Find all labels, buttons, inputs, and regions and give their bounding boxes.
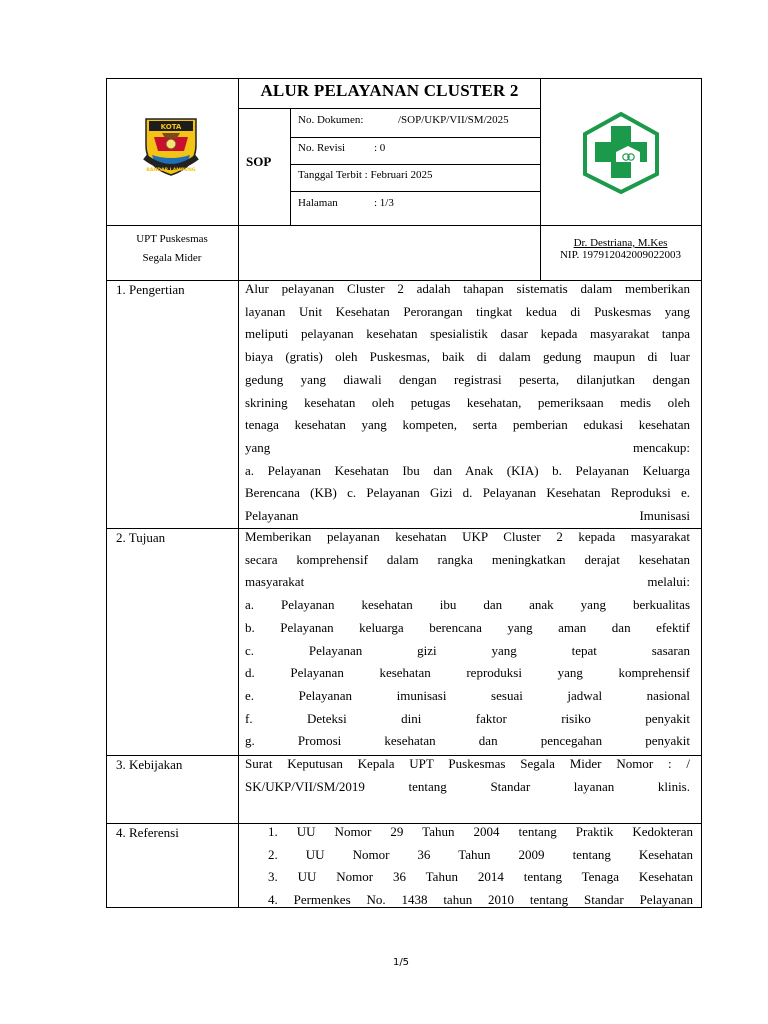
referensi-list bbox=[268, 821, 693, 912]
referensi-item: 3. UU Nomor 36 Tahun 2014 tentang Tenaga Kesehatan bbox=[268, 869, 693, 885]
tujuan-line: Memberikan pelayanan kesehatan UKP Cluster 2 kepada masyarakat bbox=[245, 529, 690, 544]
section-label-kebijakan: 3. Kebijakan bbox=[116, 757, 183, 772]
revision-value: : 0 bbox=[374, 142, 386, 154]
pengertian-line: skrining kesehatan oleh petugas kesehatan, pemeriksaan medis oleh bbox=[245, 394, 690, 410]
tujuan-line: c. Pelayanan gizi yang tepat sasaran bbox=[245, 642, 690, 658]
signer-nip: NIP. 197912042009022003 bbox=[559, 249, 681, 261]
svg-text:BANDAR LAMPUNG: BANDAR LAMPUNG bbox=[146, 168, 196, 173]
referensi-item: 2. UU Nomor 36 Tahun 2009 tentang Kesehatan bbox=[268, 846, 693, 862]
tujuan-line: masyarakat melalui: bbox=[245, 574, 690, 590]
page-number-footer: 1/5 bbox=[392, 957, 410, 968]
tujuan-line: secara komprehensif dalam rangka meningkatkan derajat kesehatan bbox=[245, 551, 690, 567]
pengertian-line: yang mencakup: bbox=[245, 439, 690, 455]
revision-label: No. Revisi bbox=[298, 142, 346, 154]
section-label-pengertian: 1. Pengertian bbox=[116, 282, 185, 297]
kebijakan-line: Surat Keputusan Kepala UPT Puskesmas Segala Mider Nomor : / bbox=[245, 756, 690, 771]
pengertian-line: gedung yang diawali dengan registrasi peserta, dilanjutkan dengan bbox=[245, 371, 690, 387]
document-title: ALUR PELAYANAN CLUSTER 2 bbox=[260, 81, 519, 100]
pengertian-line: layanan Unit Kesehatan Perorangan tingkat kedua di Puskesmas yang bbox=[245, 303, 690, 319]
kebijakan-line: SK/UKP/VII/SM/2019 tentang Standar layanan klinis. bbox=[245, 778, 690, 794]
city-crest-icon bbox=[140, 111, 202, 177]
row-line-docno bbox=[290, 137, 541, 138]
sop-label: SOP bbox=[246, 154, 272, 169]
puskesmas-cross-icon bbox=[580, 112, 662, 194]
border-right bbox=[701, 78, 702, 908]
city-logo bbox=[140, 111, 202, 177]
tujuan-line: a. Pelayanan kesehatan ibu dan anak yang berkualitas bbox=[245, 597, 690, 613]
doc-number-value: /SOP/UKP/VII/SM/2025 bbox=[398, 114, 509, 126]
pengertian-line: Berencana (KB) c. Pelayanan Gizi d. Pelayanan Kesehatan Reproduksi e. bbox=[245, 485, 690, 501]
tujuan-text bbox=[245, 526, 690, 753]
tujuan-line: f. Deteksi dini faktor risiko penyakit bbox=[245, 710, 690, 726]
pengertian-line: Pelayanan Imunisasi bbox=[245, 508, 690, 524]
pengertian-line: biaya (gratis) oleh Puskesmas, baik di dalam gedung maupun di luar bbox=[245, 349, 690, 365]
row-line-header-bottom bbox=[106, 225, 702, 226]
pengertian-text bbox=[245, 278, 690, 528]
referensi-item: 1. UU Nomor 29 Tahun 2004 tentang Praktik Kedokteran bbox=[268, 824, 693, 839]
col-divider-sop bbox=[290, 108, 291, 225]
pengertian-line: meliputi pelayanan kesehatan spesialistik dasar kepada masyarakat tanpa bbox=[245, 326, 690, 342]
col-divider-main bbox=[238, 78, 239, 908]
signer-name: Dr. Destriana, M.Kes bbox=[573, 237, 668, 249]
svg-text:KOTA: KOTA bbox=[160, 123, 182, 131]
row-line-revisi bbox=[290, 164, 541, 165]
tujuan-line: e. Pelayanan imunisasi sesuai jadwal nasional bbox=[245, 687, 690, 703]
pengertian-line: a. Pelayanan Kesehatan Ibu dan Anak (KIA) b. Pelayanan Keluarga bbox=[245, 462, 690, 478]
page-value: : 1/3 bbox=[374, 197, 394, 209]
unit-name-line2: Segala Mider bbox=[142, 252, 202, 264]
tujuan-line: b. Pelayanan keluarga berencana yang aman dan efektif bbox=[245, 619, 690, 635]
tujuan-line: g. Promosi kesehatan dan pencegahan penyakit bbox=[245, 733, 690, 749]
page-label: Halaman bbox=[298, 197, 338, 209]
referensi-item: 4. Permenkes No. 1438 tahun 2010 tentang Standar Pelayanan bbox=[268, 892, 693, 908]
puskesmas-logo bbox=[580, 112, 662, 194]
section-label-referensi: 4. Referensi bbox=[116, 825, 179, 840]
pengertian-line: Alur pelayanan Cluster 2 adalah tahapan sistematis dalam memberikan bbox=[245, 281, 690, 296]
pengertian-line: tenaga kesehatan yang kompeten, serta pemberian edukasi kesehatan bbox=[245, 417, 690, 433]
unit-name-line1: UPT Puskesmas bbox=[136, 233, 208, 245]
border-left bbox=[106, 78, 107, 908]
doc-number-label: No. Dokumen: bbox=[298, 114, 364, 126]
row-line-tanggal bbox=[290, 191, 541, 192]
tujuan-line: d. Pelayanan kesehatan reproduksi yang komprehensif bbox=[245, 665, 690, 681]
kebijakan-text bbox=[245, 753, 690, 798]
publish-date: Tanggal Terbit : Februari 2025 bbox=[298, 169, 433, 181]
section-label-tujuan: 2. Tujuan bbox=[116, 530, 166, 545]
title-underline bbox=[238, 108, 541, 109]
border-top bbox=[106, 78, 702, 79]
